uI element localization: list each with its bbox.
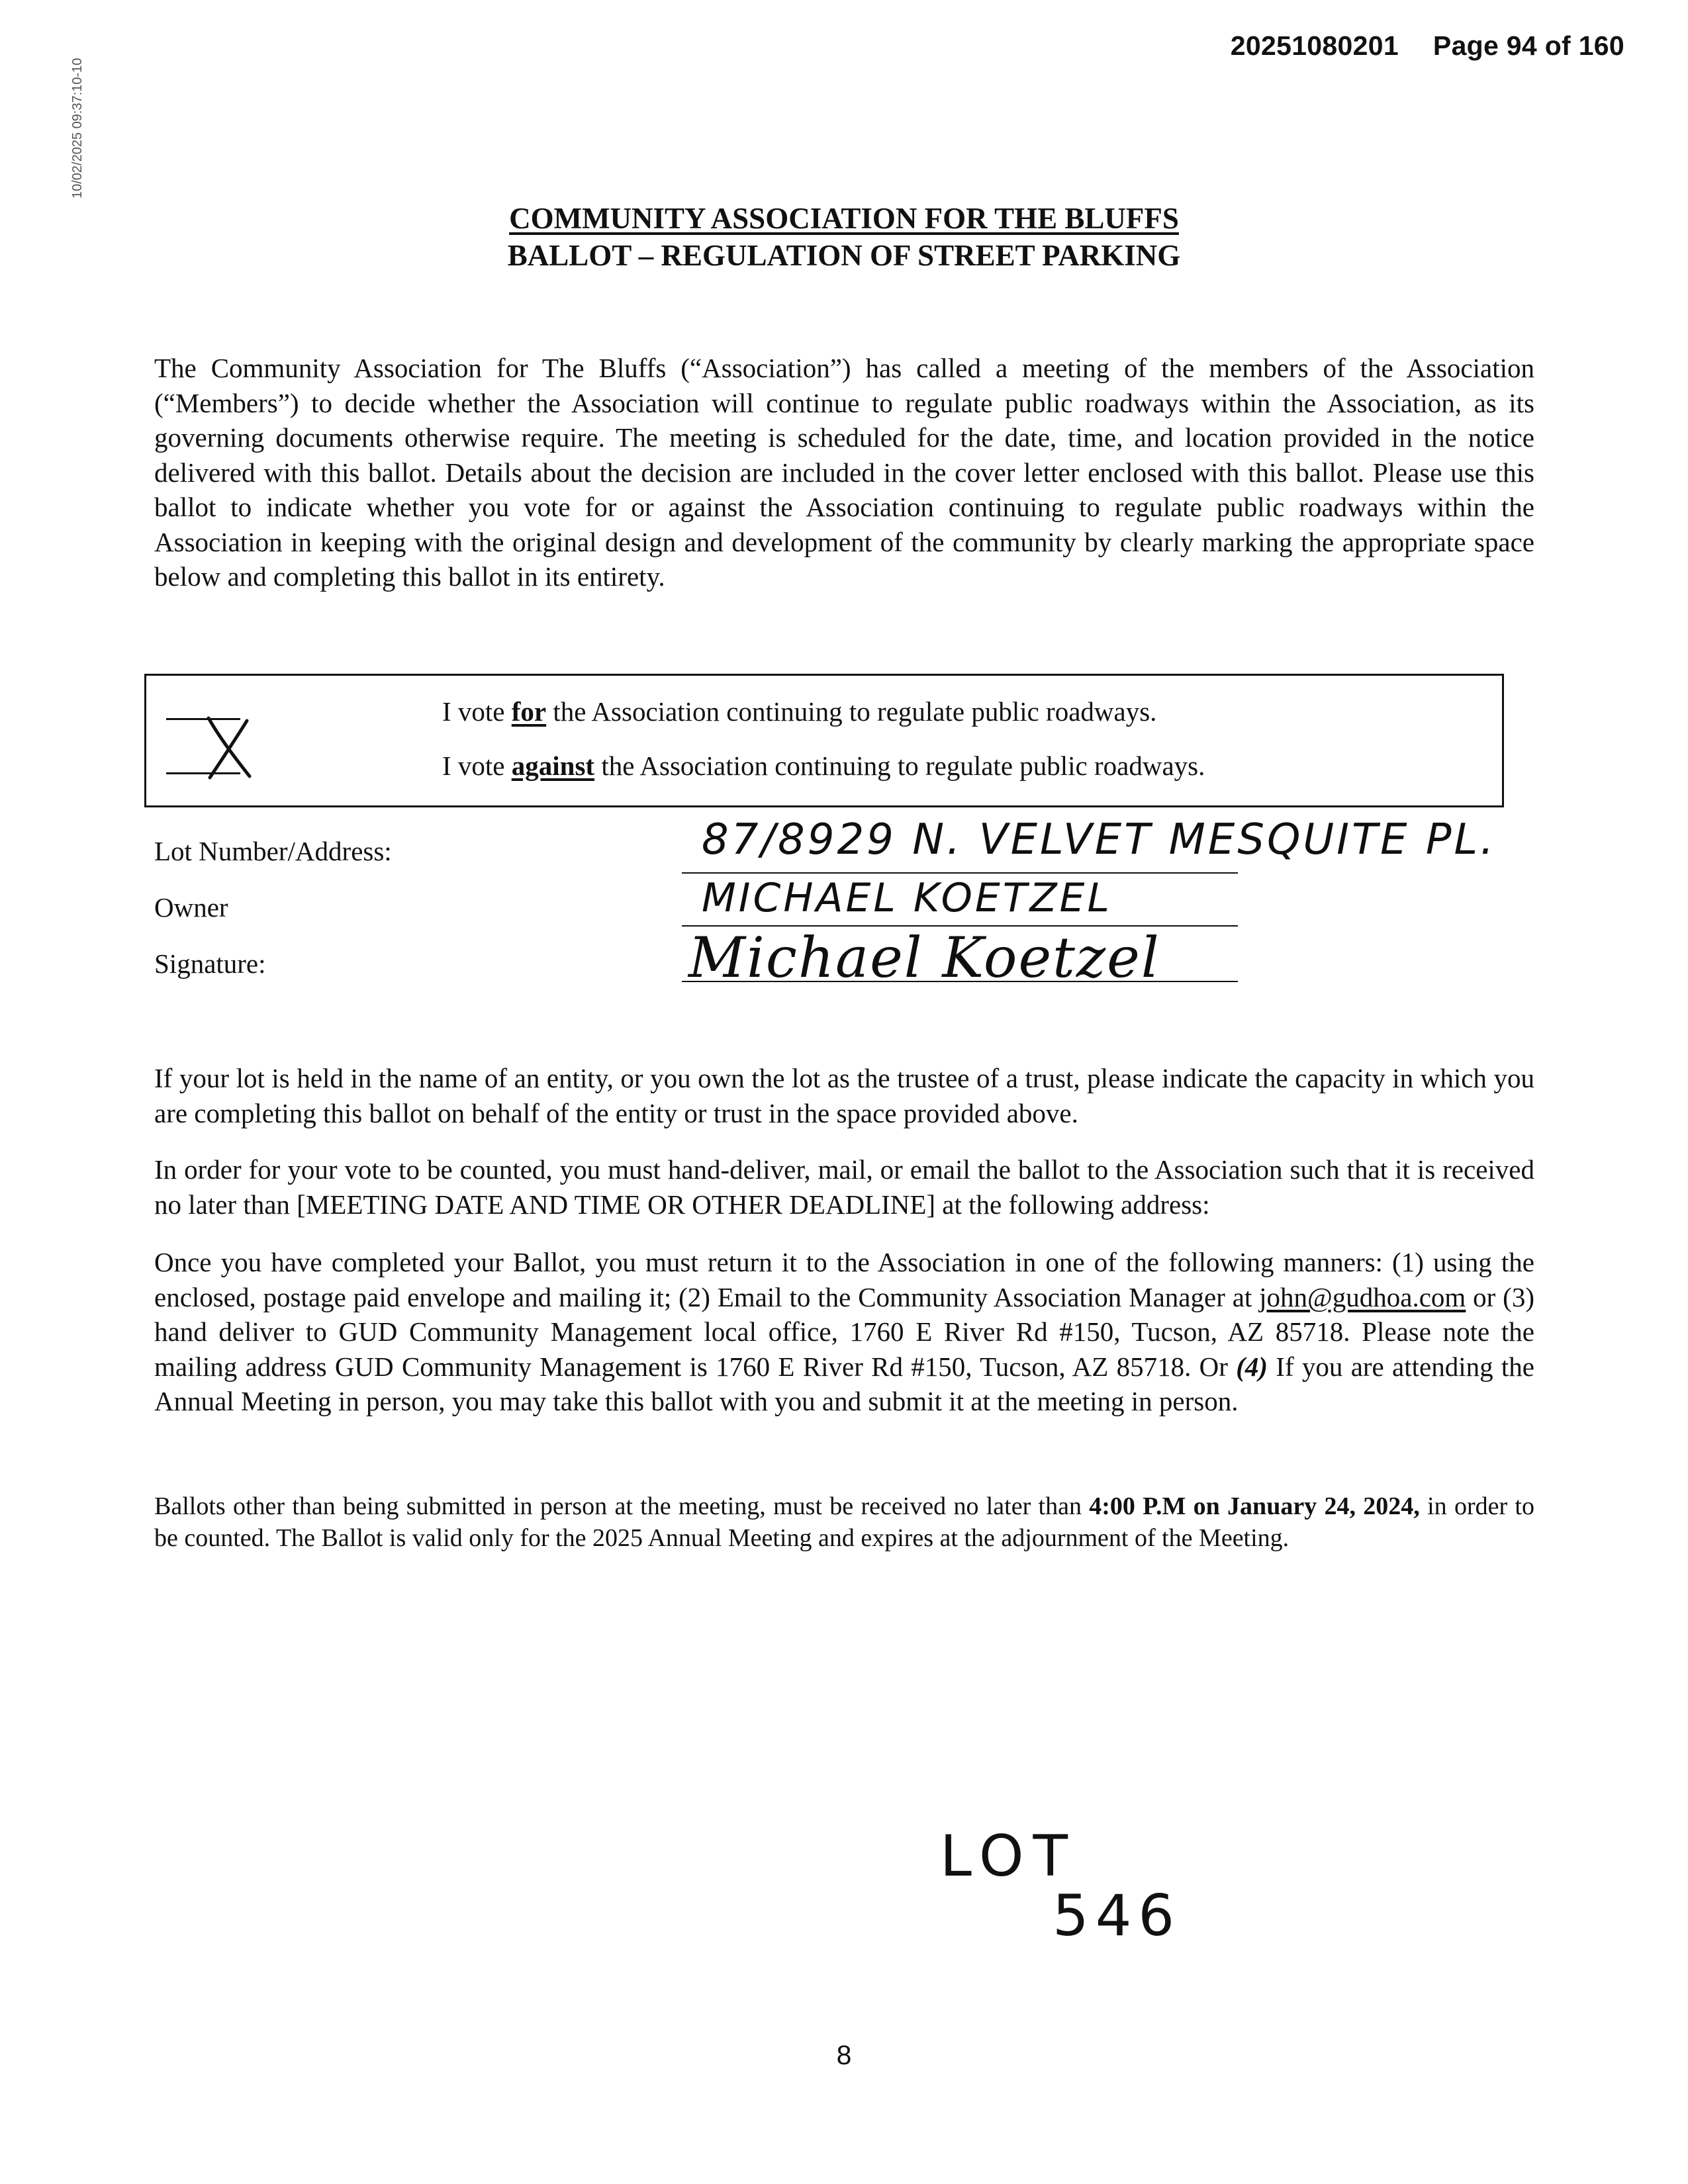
lot-address-value: 87/8929 N. VELVET MESQUITE PL.	[702, 815, 1497, 864]
intro-paragraph: The Community Association for The Bluffs (“Association”) has called a meeting of the members of the Association (“Members”) to decide whether the Association will continue to regulate public roadways within the Association, as its governing documents otherwise require. The meeting is scheduled for the date, time, and location provided in the notice delivered with this ballot. Details about the decision are included in the cover letter enclosed with this ballot. Please use this ballot to indicate whether you vote for or against the Association continuing to regulate public roadways within the Association in keeping with the original design and development of the community by clearly marking the appropriate space below and completing this ballot in its entirety.	[154, 353, 1534, 592]
signature-label: Signature:	[154, 948, 266, 979]
vote-for-checkbox[interactable]	[166, 718, 240, 720]
vote-for-label: I vote for the Association continuing to regulate public roadways.	[442, 696, 1157, 727]
recording-stamp: 10/02/2025 09:37:10-10	[70, 58, 85, 199]
vote-against-checkbox[interactable]	[166, 772, 240, 774]
entity-paragraph: If your lot is held in the name of an entity, or you own the lot as the trustee of a trust, please indicate the capacity in which you are completing this ballot on behalf of the entity or trust in the space provided above.	[154, 1063, 1534, 1128]
handwritten-lot-number: 546	[1053, 1883, 1182, 1949]
ballot-title	[0, 200, 1688, 274]
owner-value: MICHAEL KOETZEL	[702, 875, 1112, 921]
handwritten-lot-label: LOT	[940, 1823, 1078, 1889]
vote-against-label: I vote against the Association continuing to regulate public roadways.	[442, 751, 1205, 781]
lot-address-label: Lot Number/Address:	[154, 836, 392, 866]
handwritten-lot-note	[940, 1823, 1182, 1949]
title-line-2: BALLOT – REGULATION OF STREET PARKING	[507, 239, 1181, 272]
document-number: 20251080201	[1230, 30, 1399, 61]
title-line-1: COMMUNITY ASSOCIATION FOR THE BLUFFS	[509, 202, 1179, 235]
owner-label: Owner	[154, 892, 228, 923]
return-instructions-paragraph: Once you have completed your Ballot, you must return it to the Association in one of the following manners: (1) using the enclosed, postage paid envelope and mailing it; (2) Email to the Community Association Manager at john@gudhoa.com or (3) hand deliver to GUD Community Management local office, 1760 E River Rd #150, Tucson, AZ 85718. Please note the mailing address GUD Community Management is 1760 E River Rd #150, Tucson, AZ 85718. Or (4) If you are attending the Annual Meeting in person, you may take this ballot with you and submit it at the meeting in person.	[154, 1247, 1534, 1416]
deadline-paragraph: In order for your vote to be counted, you must hand-deliver, mail, or email the ballot to the Association such that it is received no later than [MEETING DATE AND TIME OR OTHER DEADLINE] at the following address:	[154, 1154, 1534, 1220]
document-number-header	[1231, 30, 1624, 62]
page-number: 8	[836, 2040, 852, 2070]
page-label: Page 94 of 160	[1432, 30, 1624, 61]
final-deadline-paragraph: Ballots other than being submitted in person at the meeting, must be received no later than 4:00 P.M on January 24, 2024, in order to be counted. The Ballot is valid only for the 2025 Annual Meeting and expires at the adjournment of the Meeting.	[154, 1492, 1534, 1552]
vote-box	[144, 674, 1504, 807]
signature-value: Michael Koetzel	[688, 925, 1160, 990]
lot-address-field[interactable]	[682, 872, 1238, 874]
manager-email-link[interactable]: john@gudhoa.com	[1259, 1281, 1466, 1312]
